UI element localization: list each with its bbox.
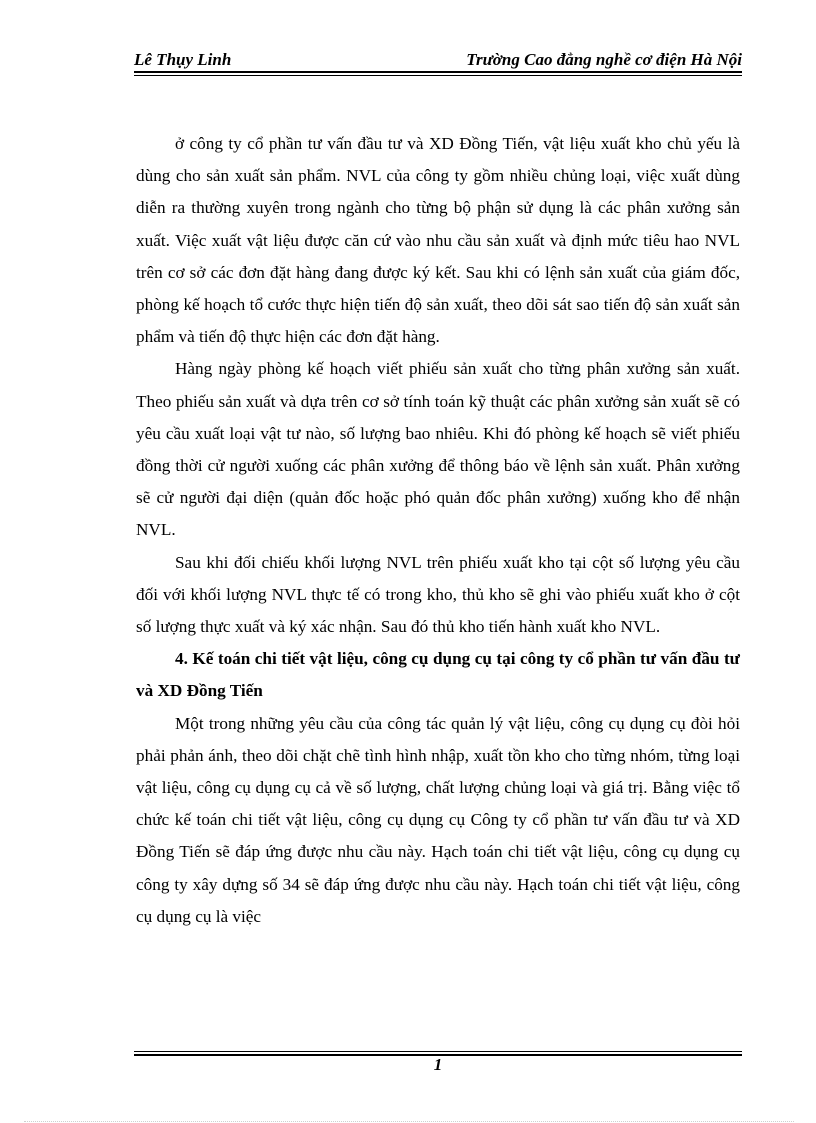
- paragraph-detailed-accounting: Một trong những yêu cầu của công tác quản lý vật liệu, công cụ dụng cụ đòi hỏi phải phản ánh, theo dõi chặt chẽ tình hình nhập, xuất tồn kho cho từng nhóm, từng loại vật liệu, công cụ dụng cụ cả về số lượng, chất lượng chủng loại và giá trị. Bằng việc tổ chức kế toán chi tiết vật liệu, công cụ dụng cụ Công ty cổ phần tư vấn đầu tư và XD Đồng Tiến sẽ đáp ứng được nhu cầu này. Hạch toán chi tiết vật liệu, công cụ dụng cụ công ty xây dựng số 34 sẽ đáp ứng được nhu cầu này. Hạch toán chi tiết vật liệu, công cụ dụng cụ là việc: [136, 713, 740, 926]
- header-school: Trường Cao đẳng nghề cơ điện Hà Nội: [466, 50, 742, 69]
- paragraph-daily-production-slip: Hàng ngày phòng kế hoạch viết phiếu sản xuất cho từng phân xưởng sản xuất. Theo phiếu sản xuất và dựa trên cơ sở tính toán kỹ thuật các phân xưởng sản xuất sẽ có yêu cầu xuất loại vật tư nào, số lượng bao nhiêu. Khi đó phòng kế hoạch sẽ viết phiếu đồng thời cử người xuống các phân xưởng để thông báo về lệnh sản xuất. Phân xưởng sẽ cử người đại diện (quản đốc hoặc phó quản đốc phân xưởng) xuống kho để nhận NVL.: [136, 359, 740, 540]
- document-body: [136, 128, 740, 933]
- section-heading-4: 4. Kế toán chi tiết vật liệu, công cụ dụng cụ tại công ty cổ phần tư vấn đầu tư và XD Đồng Tiến: [136, 649, 740, 701]
- footer-rule-thin: [134, 1051, 742, 1052]
- page-edge-divider: [24, 1121, 794, 1122]
- paragraph-material-export: ở công ty cổ phần tư vấn đầu tư và XD Đồng Tiến, vật liệu xuất kho chủ yếu là dùng cho sản xuất sản phẩm. NVL của công ty gồm nhiều chủng loại, việc xuất dùng diễn ra thường xuyên trong ngành cho từng bộ phận sử dụng là các phân xưởng sản xuất. Việc xuất vật liệu được căn cứ vào nhu cầu sản xuất và định mức tiêu hao NVL trên cơ sở các đơn đặt hàng đang được ký kết. Sau khi có lệnh sản xuất của giám đốc, phòng kế hoạch tổ cước thực hiện tiến độ sản xuất, theo dõi sát sao tiến độ sản xuất sản phẩm và tiến độ thực hiện các đơn đặt hàng.: [136, 134, 740, 347]
- page-number: 1: [433, 1055, 443, 1074]
- header-author: Lê Thụy Linh: [134, 50, 232, 69]
- page-header: [134, 48, 742, 72]
- header-rule-thin: [134, 75, 742, 76]
- paragraph-warehouse-check: Sau khi đối chiếu khối lượng NVL trên phiếu xuất kho tại cột số lượng yêu cầu đối với khối lượng NVL thực tế có trong kho, thủ kho sẽ ghi vào phiếu xuất kho ở cột số lượng thực xuất và ký xác nhận. Sau đó thủ kho tiến hành xuất kho NVL.: [136, 552, 740, 637]
- header-rule-thick: [134, 71, 742, 73]
